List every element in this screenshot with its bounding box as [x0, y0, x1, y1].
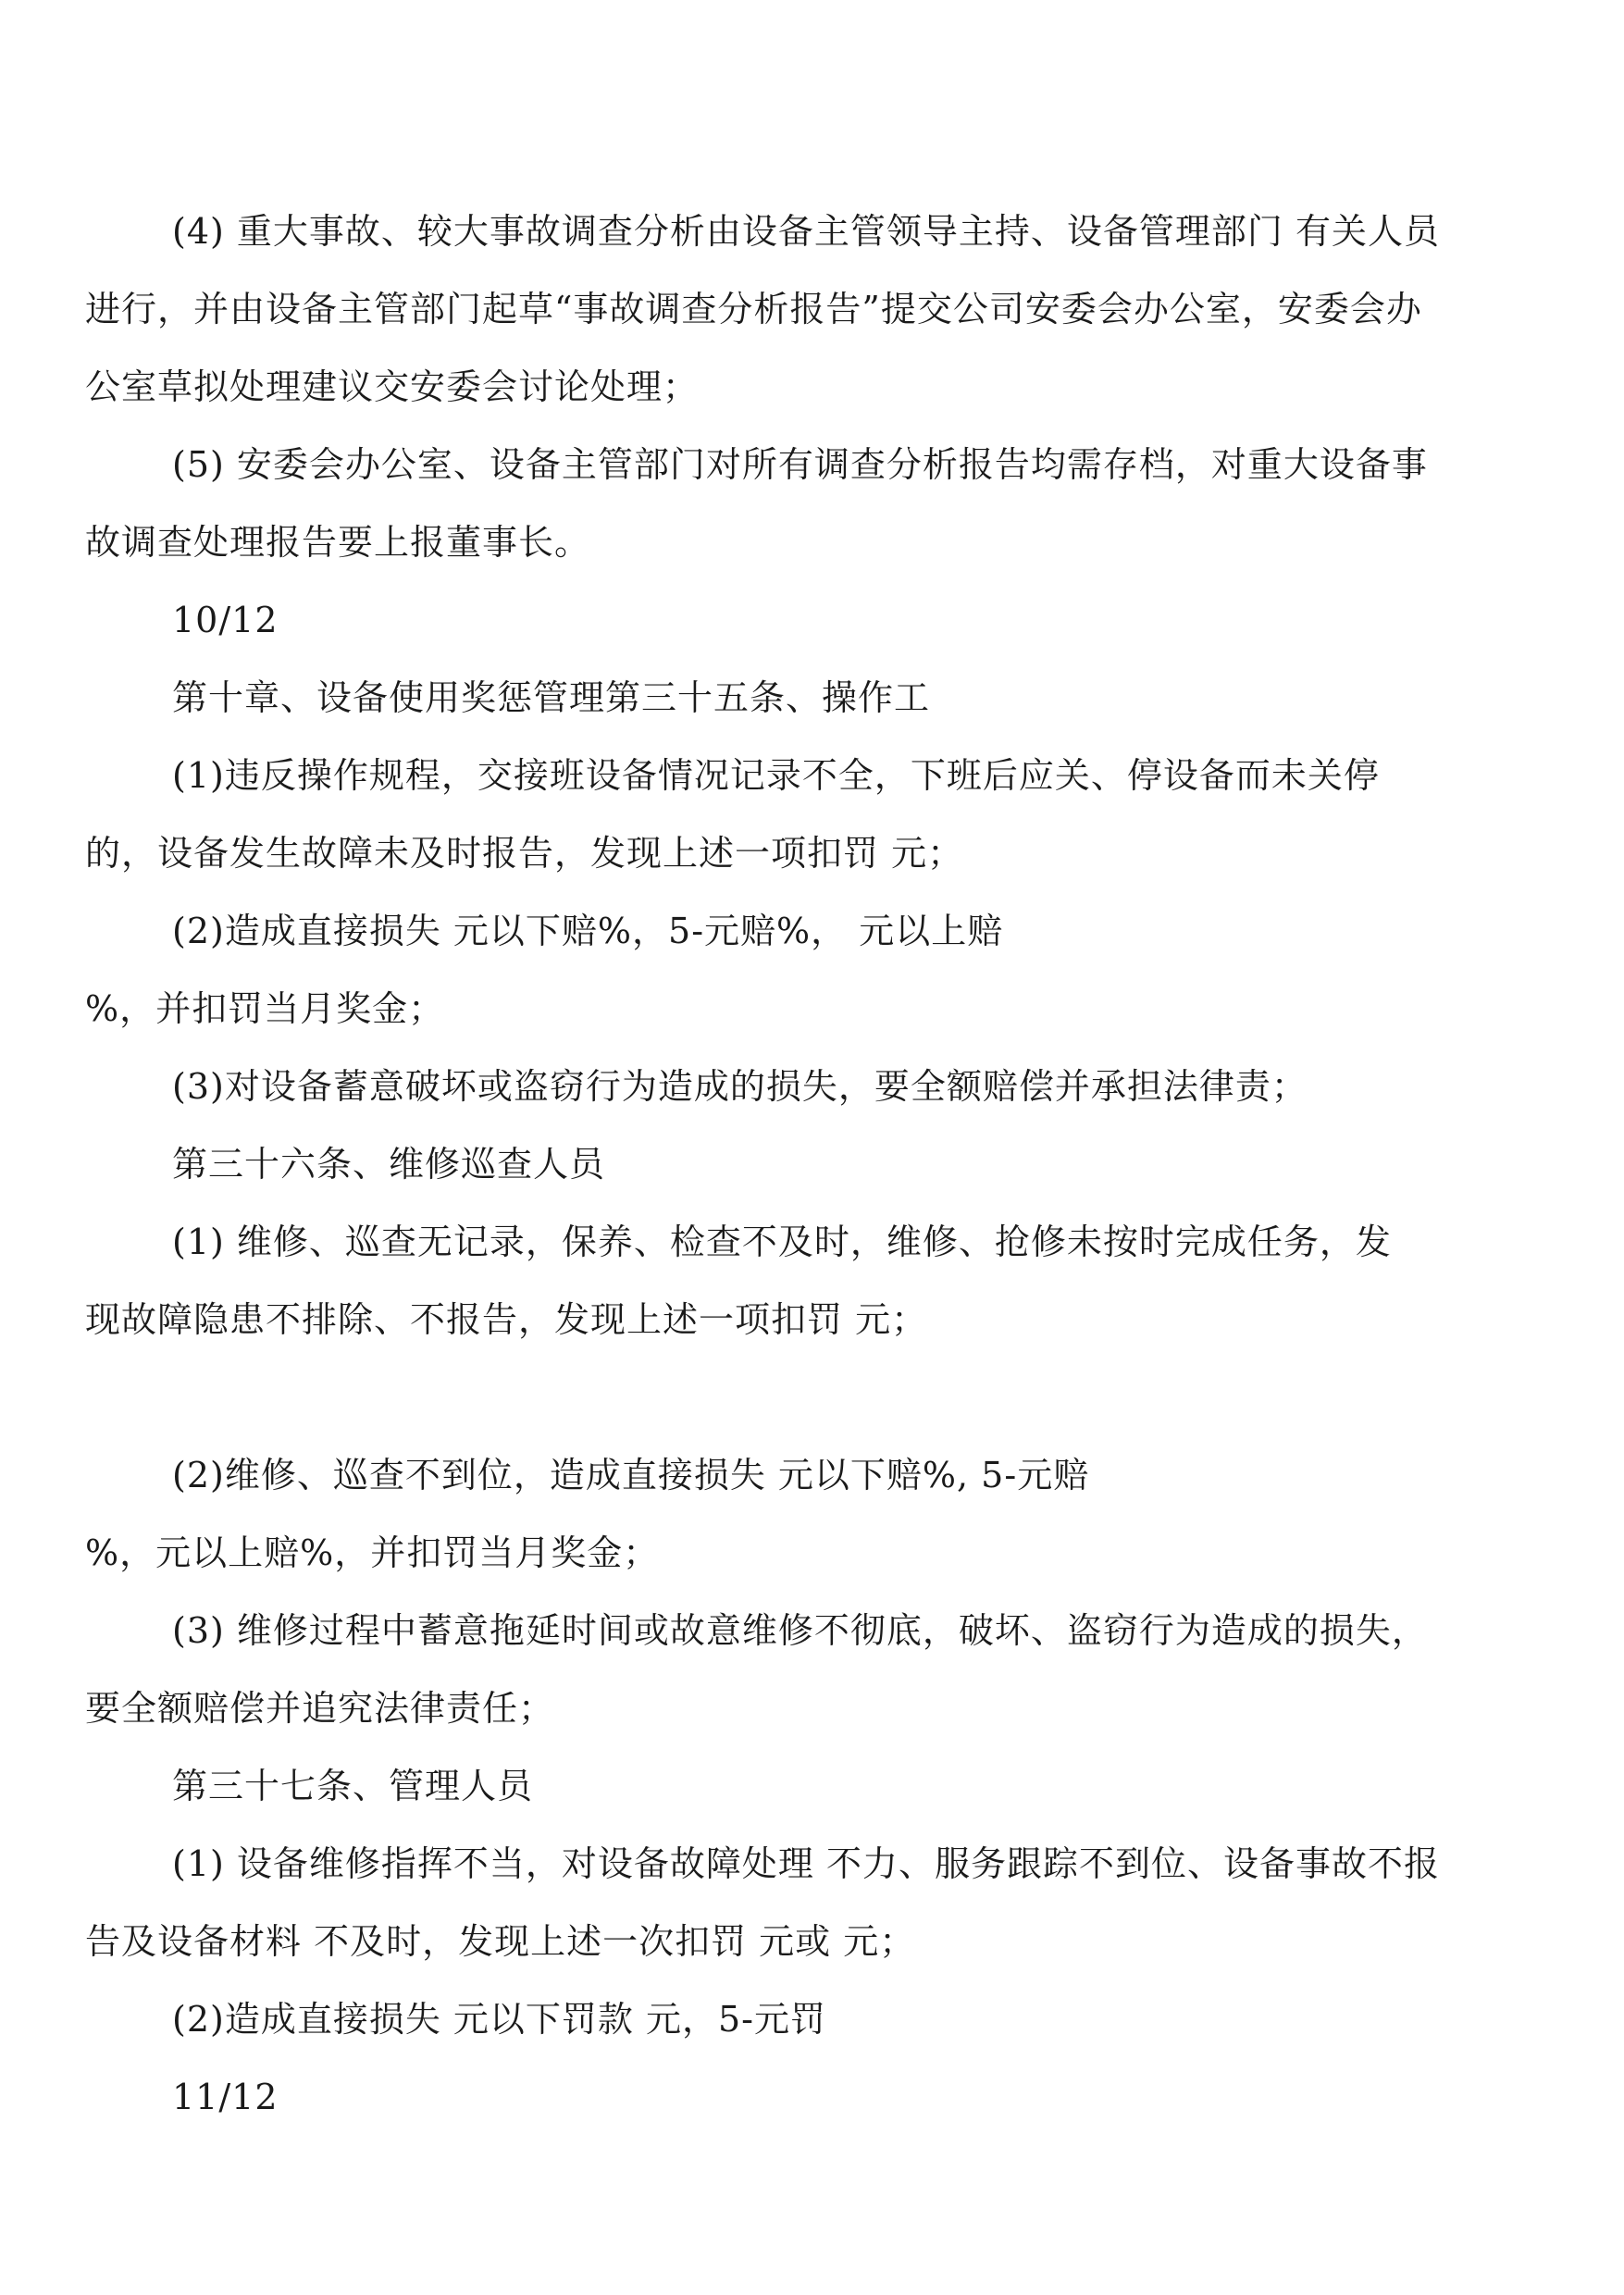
- paragraph-line: (2)造成直接损失 元以下赔%，5-元赔%， 元以上赔: [172, 911, 1004, 951]
- page-number: 10/12: [172, 600, 279, 640]
- paragraph-line: (3) 维修过程中蓄意拖延时间或故意维修不彻底，破坏、盗窃行为造成的损失，: [172, 1610, 1428, 1651]
- paragraph-line: 现故障隐患不排除、不报告，发现上述一项扣罚 元；: [85, 1299, 928, 1340]
- page-number: 11/12: [172, 2077, 279, 2117]
- paragraph-line: %，并扣罚当月奖金；: [85, 988, 445, 1029]
- paragraph-line: 告及设备材料 不及时，发现上述一次扣罚 元或 元；: [85, 1921, 916, 1962]
- paragraph-line: (1) 维修、巡查无记录，保养、检查不及时，维修、抢修未按时完成任务，发: [172, 1222, 1392, 1262]
- article-heading: 第三十六条、维修巡查人员: [172, 1144, 606, 1185]
- paragraph-line: (2)维修、巡查不到位，造成直接损失 元以下赔%, 5-元赔: [172, 1455, 1090, 1495]
- paragraph-line: 的，设备发生故障未及时报告，发现上述一项扣罚 元；: [85, 833, 964, 874]
- paragraph-line: 要全额赔偿并追究法律责任；: [85, 1688, 555, 1729]
- paragraph-line: (1) 设备维修指挥不当，对设备故障处理 不力、服务跟踪不到位、设备事故不报: [172, 1843, 1440, 1884]
- paragraph-line: 进行，并由设备主管部门起草“事故调查分析报告”提交公司安委会办公室，安委会办: [85, 289, 1422, 329]
- article-heading: 第三十七条、管理人员: [172, 1766, 534, 1806]
- paragraph-line: (5) 安委会办公室、设备主管部门对所有调查分析报告均需存档，对重大设备事: [172, 444, 1428, 485]
- chapter-heading: 第十章、设备使用奖惩管理第三十五条、操作工: [172, 677, 931, 718]
- paragraph-line: (2)造成直接损失 元以下罚款 元，5-元罚: [172, 1999, 827, 2040]
- paragraph-line: (4) 重大事故、较大事故调查分析由设备主管领导主持、设备管理部门 有关人员: [172, 211, 1440, 252]
- paragraph-line: 故调查处理报告要上报董事长。: [85, 522, 591, 563]
- paragraph-line: (1)违反操作规程，交接班设备情况记录不全，下班后应关、停设备而未关停: [172, 755, 1380, 796]
- paragraph-line: (3)对设备蓄意破坏或盗窃行为造成的损失，要全额赔偿并承担法律责；: [172, 1066, 1308, 1107]
- paragraph-line: 公室草拟处理建议交安委会讨论处理；: [85, 366, 700, 407]
- paragraph-line: %，元以上赔%，并扣罚当月奖金；: [85, 1532, 660, 1573]
